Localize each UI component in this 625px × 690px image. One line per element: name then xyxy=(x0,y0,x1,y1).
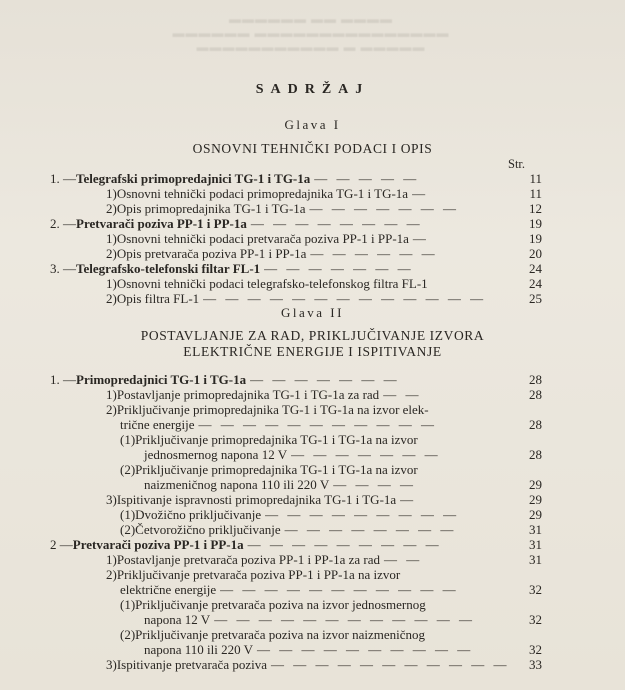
toc-leader: — — — — xyxy=(333,477,416,492)
chapter-1-title: Glava I xyxy=(284,117,341,132)
toc-page-number: 29 xyxy=(529,507,542,522)
toc-entry-title: Priključivanje pretvarača poziva na izvor jednosmernog xyxy=(135,597,426,612)
toc-leader: — — — — — — — — xyxy=(250,216,423,231)
toc-leader: — — xyxy=(383,387,422,402)
chapter-1-heading: OSNOVNI TEHNIČKI PODACI I OPIS xyxy=(192,141,433,156)
toc-entry-title: Četvorožično priključivanje xyxy=(135,522,281,537)
toc-leader: — — — — — — — xyxy=(309,201,460,216)
toc-entry-number: 1) xyxy=(106,186,117,201)
toc-entry xyxy=(106,492,542,507)
toc-entry-title: Postavljanje primopredajnika TG-1 i TG-1a za rad xyxy=(116,387,380,402)
toc-page-number: 28 xyxy=(529,447,542,462)
toc-entry xyxy=(144,447,542,462)
toc-page-number: 19 xyxy=(529,231,542,246)
chapter-2-title: Glava II xyxy=(281,305,344,320)
chapter-2-heading-line-2: ELEKTRIČNE ENERGIJE I ISPITIVANJE xyxy=(183,344,442,359)
toc-page-number: 31 xyxy=(529,522,542,537)
toc-entry-title: Priključivanje primopredajnika TG-1 i TG-1a na izvor xyxy=(135,432,418,447)
toc-entry xyxy=(120,627,542,642)
toc-entry-title: napona 12 V xyxy=(144,612,211,627)
toc-entry xyxy=(120,462,542,477)
toc-entry xyxy=(120,522,542,537)
toc-entry xyxy=(106,552,542,567)
toc-leader: — — — — — — — — — — — — — xyxy=(203,291,487,306)
toc-entry xyxy=(106,291,542,306)
toc-entry xyxy=(106,567,542,582)
toc-entry-title: Osnovni tehnički podaci pretvarača poziva PP-1 i PP-1a xyxy=(116,231,409,246)
toc-entry xyxy=(144,642,542,657)
toc-page-number: 32 xyxy=(529,582,542,597)
toc-page-number: 33 xyxy=(529,657,542,672)
toc-entry-title: napona 110 ili 220 V xyxy=(144,642,254,657)
toc-leader: — xyxy=(400,492,417,507)
toc-entry-title: Priključivanje primopredajnika TG-1 i TG-1a na izvor elek- xyxy=(116,402,429,417)
toc-entry-title: Opis filtra FL-1 xyxy=(116,291,200,306)
toc-entry-title: Priključivanje pretvarača poziva na izvor naizmeničnog xyxy=(135,627,426,642)
toc-entry-title: jednosmernog napona 12 V xyxy=(144,447,288,462)
toc-entry xyxy=(106,402,542,417)
toc-entry xyxy=(120,507,542,522)
toc-page-number: 28 xyxy=(529,387,542,402)
toc-entry-number: 1. — xyxy=(50,171,76,186)
toc-entry-number: 2) xyxy=(106,201,117,216)
toc-entry xyxy=(106,387,542,402)
toc-page-number: 29 xyxy=(529,477,542,492)
toc-entry-number: 1) xyxy=(106,276,117,291)
toc-page-number: 20 xyxy=(529,246,542,261)
toc-entry-number: (2) xyxy=(120,522,136,537)
toc-entry xyxy=(120,417,542,432)
bleed-through-text: ▬▬▬▬ ▬▬ ▬▬▬▬▬▬ ▬▬▬▬▬▬▬▬▬▬▬▬▬▬▬ ▬▬▬▬▬▬ ▬▬▬▬▬ ▬ ▬▬▬▬▬▬▬▬▬▬▬ xyxy=(171,12,449,54)
toc-entry-title: Opis primopredajnika TG-1 i TG-1a xyxy=(116,201,306,216)
toc-page-number: 11 xyxy=(529,186,542,201)
toc-leader: — — — — — — — — — — — xyxy=(220,582,459,597)
toc-entry-title: Primopredajnici TG-1 i TG-1a xyxy=(76,372,247,387)
toc-entry-title: trične energije xyxy=(120,417,195,432)
toc-leader: — — — — — — — — — xyxy=(265,507,460,522)
toc-entry xyxy=(50,216,542,231)
toc-entry-number: 1) xyxy=(106,387,117,402)
page-column-label: Str. xyxy=(508,157,526,171)
toc-page-number: 32 xyxy=(529,612,542,627)
toc-page-number: 32 xyxy=(529,642,542,657)
toc-entry xyxy=(106,231,542,246)
toc-entry-title: Opis pretvarača poziva PP-1 i PP-1a xyxy=(116,246,307,261)
toc-entry xyxy=(144,477,542,492)
toc-entry xyxy=(144,612,542,627)
toc-entry xyxy=(50,372,542,387)
toc-leader: — — — — — — — — — — — xyxy=(271,657,510,672)
toc-page-number: 28 xyxy=(529,417,542,432)
toc-entry-title: Osnovni tehnički podaci primopredajnika TG-1 i TG-1a xyxy=(116,186,409,201)
toc-entry-title: Pretvarači poziva PP-1 i PP-1a xyxy=(72,537,244,552)
toc-entry-title: Dvožično priključivanje xyxy=(135,507,262,522)
toc-page-number: 11 xyxy=(529,171,542,186)
toc-page-number: 19 xyxy=(529,216,542,231)
toc-entry-title: Ispitivanje ispravnosti primopredajnika TG-1 i TG-1a xyxy=(116,492,397,507)
toc-entry xyxy=(120,597,542,612)
toc-page-number: 28 xyxy=(529,372,542,387)
toc-entry xyxy=(106,657,542,672)
toc-leader: — — — — — — — — xyxy=(284,522,457,537)
toc-leader: — — — — — xyxy=(314,171,420,186)
toc-leader: — — — — — — xyxy=(310,246,438,261)
toc-entry-number: 3) xyxy=(106,657,117,672)
toc-entry-title: električne energije xyxy=(120,582,217,597)
toc-leader: — — — — — — — — — — xyxy=(257,642,474,657)
toc-entry-title: Telegrafski primopredajnici TG-1 i TG-1a xyxy=(76,171,311,186)
toc-entry-number: 3) xyxy=(106,492,117,507)
toc-entry-title: Telegrafsko-telefonski filtar FL-1 xyxy=(76,261,261,276)
toc-leader: — — — — — — — xyxy=(291,447,441,462)
toc-entry-number: 1) xyxy=(106,231,117,246)
toc-entry xyxy=(120,432,542,447)
toc-entry-number: 2) xyxy=(106,246,117,261)
toc-leader: — — — — — — — xyxy=(250,372,400,387)
toc-page-number: 25 xyxy=(529,291,542,306)
toc-entry-number: 2. — xyxy=(50,216,76,231)
toc-entry-number: (1) xyxy=(120,432,136,447)
toc-page-number: 29 xyxy=(529,492,542,507)
toc-entry-number: (2) xyxy=(120,462,136,477)
toc-entry-number: 2) xyxy=(106,402,117,417)
toc-entry-number: (2) xyxy=(120,627,136,642)
toc-entry-number: 1. — xyxy=(50,372,76,387)
toc-entry-title: Osnovni tehnički podaci telegrafsko-telefonskog filtra FL-1 xyxy=(116,276,428,291)
toc-leader: — xyxy=(412,231,429,246)
toc-leader: — — — — — — — — — — — xyxy=(198,417,437,432)
toc-page-number: 12 xyxy=(529,201,542,216)
toc-entry-title: Priključivanje primopredajnika TG-1 i TG-1a na izvor xyxy=(135,462,418,477)
toc-entry-title: Ispitivanje pretvarača poziva xyxy=(116,657,267,672)
toc-entry xyxy=(106,186,542,201)
toc-entry-number: 2) xyxy=(106,291,117,306)
page-title: SADRŽAJ xyxy=(255,82,370,97)
toc-entry-title: Pretvarači poziva PP-1 i PP-1a xyxy=(76,216,247,231)
toc-entry-number: (1) xyxy=(120,597,136,612)
toc-entry-number: 1) xyxy=(106,552,117,567)
toc-entry-number: 2 — xyxy=(50,537,73,552)
toc-leader: — — — — — — — — — — — — xyxy=(214,612,475,627)
toc-entry-title: Priključivanje pretvarača poziva PP-1 i PP-1a na izvor xyxy=(116,567,401,582)
toc-entry xyxy=(120,582,542,597)
toc-entry-number: (1) xyxy=(120,507,136,522)
toc-entry-number: 3. — xyxy=(50,261,76,276)
toc-leader: — xyxy=(412,186,429,201)
toc-entry xyxy=(106,201,542,216)
toc-entry-title: Postavljanje pretvarača poziva PP-1 i PP-1a za rad xyxy=(116,552,381,567)
toc-page-number: 24 xyxy=(529,261,542,276)
toc-entry-number: 2) xyxy=(106,567,117,582)
toc-entry-title: naizmeničnog napona 110 ili 220 V xyxy=(144,477,330,492)
toc-entry xyxy=(50,537,542,552)
toc-page-number: 24 xyxy=(529,276,542,291)
toc-leader: — — xyxy=(384,552,423,567)
toc-leader: — — — — — — — xyxy=(264,261,414,276)
toc-entry xyxy=(106,246,542,261)
toc-entry xyxy=(50,261,542,276)
toc-page-number: 31 xyxy=(529,537,542,552)
toc-leader: — — — — — — — — — xyxy=(247,537,442,552)
toc-entry xyxy=(106,276,542,291)
toc-entry xyxy=(50,171,542,186)
chapter-2-heading-line-1: POSTAVLJANJE ZA RAD, PRIKLJUČIVANJE IZVORA xyxy=(140,328,485,343)
toc-page-number: 31 xyxy=(529,552,542,567)
